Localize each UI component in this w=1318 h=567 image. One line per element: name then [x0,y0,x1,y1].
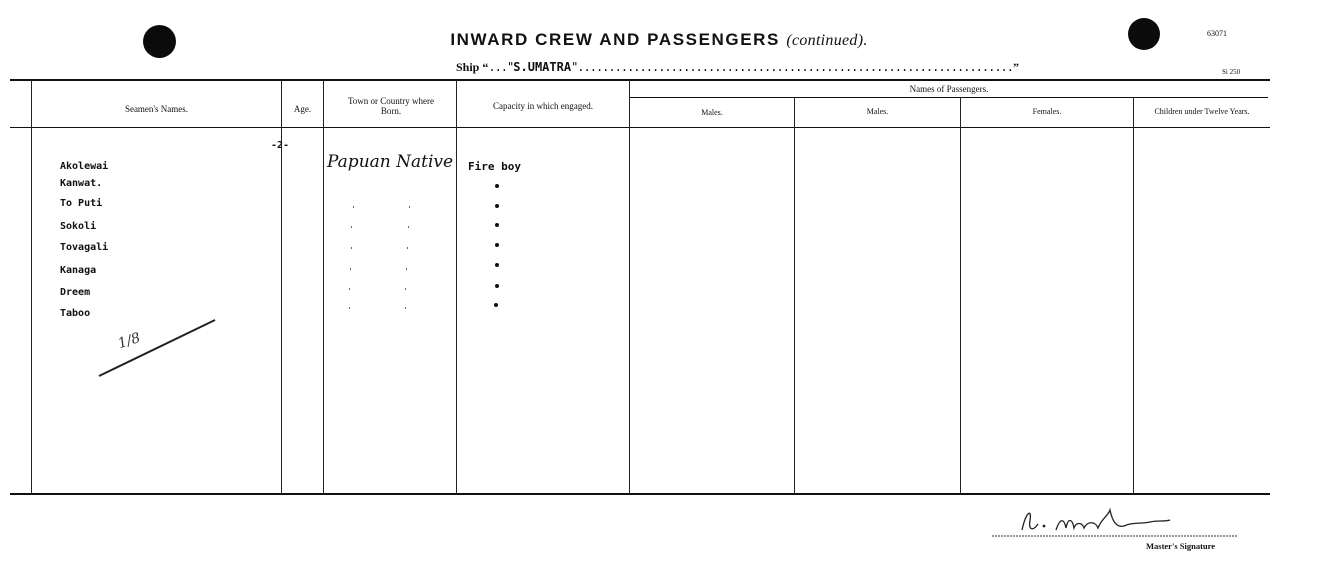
ship-name: S.UMATRA [513,60,572,74]
page-mark: -2- [271,140,290,151]
crew-name-1: Akolewai [60,161,109,172]
ditto-tick [405,288,406,290]
ditto-mark [495,243,499,247]
crew-name-7: Dreem [60,287,91,298]
ditto-mark [495,284,499,288]
header-top-rule [10,79,1270,81]
col-line-3 [456,80,457,494]
ditto-tick [349,288,350,290]
signature-scribble [992,500,1242,540]
header-capacity: Capacity in which engaged. [493,101,593,111]
ship-close-quote: ” [1013,60,1020,74]
crew-name-3: To Puti [60,198,103,209]
ditto-mark [495,184,499,188]
form-number: 63071 [1207,29,1227,38]
count-note-stroke [95,312,225,382]
birthplace-handwritten: Papuan Native [327,152,454,172]
count-note: 1/8 [116,329,143,353]
ship-line [456,60,1019,75]
ditto-tick [405,307,406,309]
crew-name-4: Sokoli [60,221,97,232]
ditto-tick [349,307,350,309]
header-bottom-rule [10,127,1270,128]
col-line-6 [960,98,961,494]
ship-leader-dots-2: "...................................................................... [571,60,1014,74]
header-females: Females. [1032,107,1062,116]
master-signature [992,500,1242,545]
crew-name-5: Tovagali [60,242,109,253]
sheet-code: Si 250 [1222,68,1241,76]
ditto-tick [408,226,409,228]
header-seamen-names: Seamen's Names. [124,104,189,114]
crew-name-2: Kanwat. [60,178,103,189]
ditto-mark [495,263,499,267]
col-line-0 [31,80,32,494]
ditto-tick [353,206,354,208]
header-passengers-group: Names of Passengers. [909,84,989,94]
ditto-tick [351,226,352,228]
form-title-text: INWARD CREW AND PASSENGERS [450,30,780,49]
header-children: Children under Twelve Years. [1154,107,1250,116]
master-signature-caption: Master's Signature [1146,541,1216,551]
ditto-tick [407,247,408,249]
passenger-group-rule [630,97,1268,98]
crew-name-8: Taboo [60,308,91,319]
ship-label: Ship “ [456,60,489,74]
col-line-5 [794,98,795,494]
header-males-1: Males. [701,108,723,117]
ditto-tick [350,268,351,270]
ditto-tick [351,247,352,249]
ditto-mark [494,303,498,307]
ditto-mark [495,204,499,208]
ditto-tick [406,268,407,270]
crew-name-6: Kanaga [60,265,97,276]
header-age: Age. [293,104,312,114]
capacity-entry: Fire boy [468,160,521,173]
ditto-tick [409,206,410,208]
col-line-4 [629,80,630,494]
form-title-suffix: (continued). [786,32,868,49]
header-town-born: Town or Country where Born. [347,96,435,116]
table-bottom-rule [10,493,1270,495]
col-line-7 [1133,98,1134,494]
ship-leader-dots: ..." [488,60,514,74]
form-title [0,30,1318,50]
ditto-mark [495,223,499,227]
header-males-2: Males. [866,107,889,116]
col-line-2 [323,80,324,494]
